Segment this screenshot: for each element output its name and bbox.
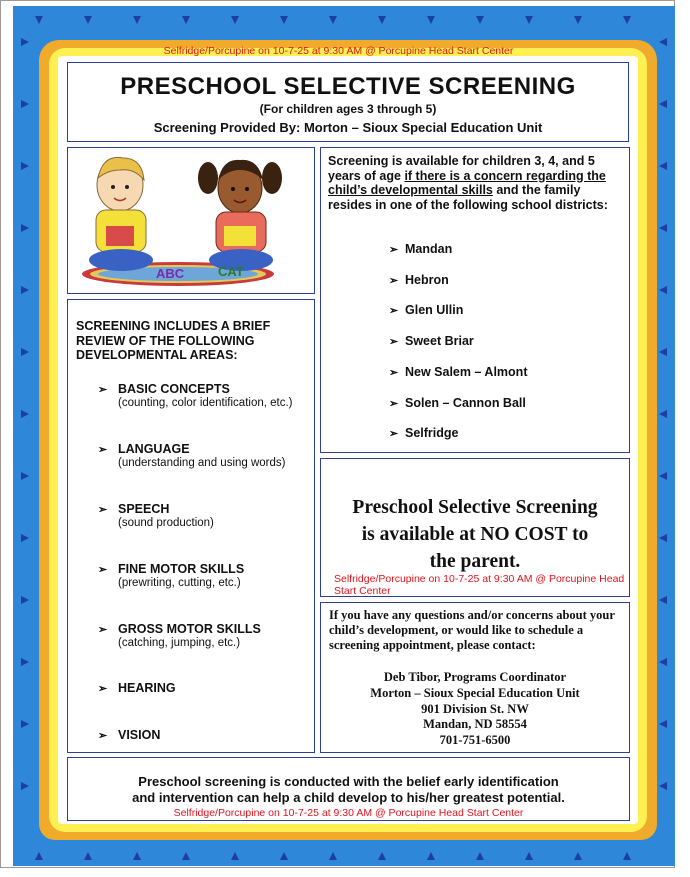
triangle-icon — [659, 782, 667, 790]
areas-heading: SCREENING INCLUDES A BRIEF REVIEW OF THE FOLLOWING DEVELOPMENTAL AREAS: — [76, 319, 271, 362]
area-label: LANGUAGE — [118, 442, 190, 456]
area-item — [98, 622, 261, 649]
triangle-icon — [84, 16, 92, 24]
area-description: (counting, color identification, etc.) — [118, 397, 293, 409]
district-item — [389, 334, 474, 348]
triangle-icon — [659, 162, 667, 170]
triangle-icon — [21, 720, 29, 728]
triangle-icon — [659, 100, 667, 108]
triangle-icon — [476, 16, 484, 24]
area-label: GROSS MOTOR SKILLS — [118, 622, 261, 636]
area-label: FINE MOTOR SKILLS — [118, 562, 245, 576]
contact-phone: 701-751-6500 — [439, 733, 511, 747]
triangle-icon — [280, 16, 288, 24]
area-item — [98, 502, 214, 529]
area-label: HEARING — [118, 681, 176, 695]
triangle-icon — [84, 852, 92, 860]
triangle-icon — [659, 286, 667, 294]
district-item — [389, 396, 526, 410]
triangle-icon — [329, 16, 337, 24]
contact-box — [320, 602, 630, 753]
district-item — [389, 426, 459, 440]
triangle-icon — [21, 596, 29, 604]
arrow-bullet-icon: ➢ — [389, 336, 399, 349]
triangle-icon — [21, 224, 29, 232]
illustration-letters-1: ABC — [156, 266, 185, 281]
arrow-bullet-icon: ➢ — [389, 244, 399, 256]
page-title: PRESCHOOL SELECTIVE SCREENING — [120, 73, 576, 100]
district-label: Sweet Briar — [405, 334, 474, 349]
district-label: Solen – Cannon Ball — [405, 395, 526, 410]
arrow-bullet-icon: ➢ — [98, 384, 108, 396]
area-description: (prewriting, cutting, etc.) — [118, 577, 241, 589]
district-item — [389, 273, 449, 287]
triangle-icon — [21, 472, 29, 480]
triangle-icon — [659, 472, 667, 480]
page-subtitle: (For children ages 3 through 5) — [259, 102, 437, 116]
triangle-icon — [35, 852, 43, 860]
red-note-top: Selfridge/Porcupine on 10-7-25 at 9:30 AM @ Porcupine Head Start Center — [163, 45, 514, 57]
triangle-icon — [659, 534, 667, 542]
no-cost-box — [320, 458, 630, 597]
triangle-icon — [182, 852, 190, 860]
red-note-no-cost: Selfridge/Porcupine on 10-7-25 at 9:30 AM @ Porcupine Head Start Center — [334, 573, 625, 597]
triangle-icon — [231, 852, 239, 860]
triangle-icon — [574, 16, 582, 24]
illustration-box — [67, 147, 315, 294]
area-label: VISION — [118, 728, 161, 742]
triangle-icon — [133, 852, 141, 860]
arrow-bullet-icon: ➢ — [389, 428, 399, 441]
availability-box — [320, 147, 630, 453]
footer-line-2: and intervention can help a child develop to his/her greatest potential. — [132, 790, 565, 805]
arrow-bullet-icon: ➢ — [98, 504, 108, 516]
triangle-icon — [525, 852, 533, 860]
district-item — [389, 365, 528, 379]
arrow-bullet-icon: ➢ — [98, 683, 108, 695]
triangle-icon — [574, 852, 582, 860]
arrow-bullet-icon: ➢ — [389, 397, 399, 410]
no-cost-line-3: the parent. — [429, 551, 521, 572]
district-label: Selfridge — [405, 426, 459, 441]
triangle-icon — [378, 852, 386, 860]
illustration-letters-2: CAT — [218, 264, 244, 279]
triangle-icon — [280, 852, 288, 860]
area-description: (catching, jumping, etc.) — [118, 637, 241, 649]
triangle-icon — [329, 852, 337, 860]
triangle-icon — [21, 658, 29, 666]
footer-line-1: Preschool screening is conducted with the belief early identification — [138, 774, 559, 789]
district-label: New Salem – Almont — [405, 364, 528, 379]
triangle-icon — [21, 162, 29, 170]
contact-name: Deb Tibor, Programs Coordinator — [383, 670, 567, 684]
district-item — [389, 242, 452, 256]
triangle-icon — [659, 410, 667, 418]
triangle-icon — [659, 348, 667, 356]
area-item — [98, 562, 244, 589]
no-cost-line-1: Preschool Selective Screening — [352, 497, 598, 518]
triangle-icon — [133, 16, 141, 24]
triangle-icon — [35, 16, 43, 24]
district-label: Mandan — [405, 242, 453, 256]
triangle-icon — [659, 720, 667, 728]
children-reading-illustration — [68, 148, 314, 293]
area-item — [98, 681, 176, 695]
triangle-icon — [659, 596, 667, 604]
footer-box — [67, 757, 630, 821]
availability-text — [328, 154, 624, 212]
red-note-footer: Selfridge/Porcupine on 10-7-25 at 9:30 AM @ Porcupine Head Start Center — [173, 807, 524, 819]
triangle-icon — [21, 782, 29, 790]
triangle-icon — [21, 100, 29, 108]
triangle-icon — [659, 658, 667, 666]
arrow-bullet-icon: ➢ — [98, 730, 108, 742]
triangle-icon — [476, 852, 484, 860]
area-label: SPEECH — [118, 502, 170, 516]
triangle-icon — [659, 224, 667, 232]
triangle-icon — [427, 852, 435, 860]
area-item — [98, 382, 293, 409]
area-description: (sound production) — [118, 517, 214, 529]
area-description: (understanding and using words) — [118, 457, 286, 469]
district-label: Glen Ullin — [405, 303, 464, 318]
contact-street: 901 Division St. NW — [421, 702, 529, 716]
triangle-icon — [525, 16, 533, 24]
triangle-icon — [21, 348, 29, 356]
arrow-bullet-icon: ➢ — [98, 564, 108, 576]
contact-intro: If you have any questions and/or concerns about your child’s development, or would like to schedule a screening appointment, please contact: — [329, 608, 615, 652]
triangle-icon — [182, 16, 190, 24]
contact-org: Morton – Sioux Special Education Unit — [370, 686, 580, 700]
availability-text-start: Screening is available for children 3, 4, and 5 years of age — [328, 154, 595, 183]
header-box — [67, 62, 629, 142]
contact-city: Mandan, ND 58554 — [423, 717, 527, 731]
triangle-icon — [378, 16, 386, 24]
district-label: Hebron — [405, 272, 449, 287]
triangle-icon — [623, 852, 631, 860]
provider-line: Screening Provided By: Morton – Sioux Special Education Unit — [153, 120, 543, 135]
area-item — [98, 728, 160, 742]
arrow-bullet-icon: ➢ — [98, 624, 108, 636]
arrow-bullet-icon: ➢ — [389, 305, 399, 318]
arrow-bullet-icon: ➢ — [98, 444, 108, 456]
area-label: BASIC CONCEPTS — [118, 382, 230, 396]
availability-text-condition: if there is a concern regarding the child’s developmental skills — [328, 168, 606, 197]
triangle-icon — [21, 410, 29, 418]
arrow-bullet-icon: ➢ — [389, 274, 399, 287]
triangle-icon — [623, 16, 631, 24]
availability-text-end: and the family resides in one of the following school districts: — [328, 183, 608, 212]
triangle-icon — [21, 286, 29, 294]
triangle-icon — [231, 16, 239, 24]
no-cost-line-2: is available at NO COST to — [361, 524, 589, 545]
areas-box — [67, 299, 315, 753]
arrow-bullet-icon: ➢ — [389, 366, 399, 379]
area-item — [98, 442, 286, 469]
triangle-icon — [21, 534, 29, 542]
triangle-icon — [427, 16, 435, 24]
district-item — [389, 303, 463, 317]
